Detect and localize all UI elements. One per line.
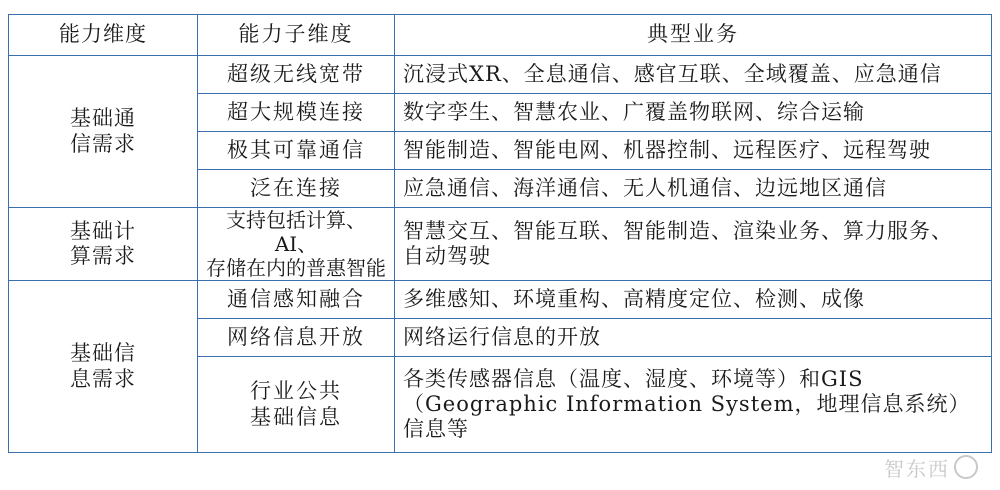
sub-dimension-line1: 支持包括计算、AI、 [226, 208, 366, 256]
dimension-label-line2: 息需求 [70, 366, 136, 391]
business-cell [395, 357, 992, 453]
sub-dimension-line2: 基础信息 [250, 404, 342, 429]
dimension-label-line1: 基础通 [70, 106, 136, 131]
sub-dimension-cell: 网络信息开放 [198, 319, 395, 357]
business-cell: 网络运行信息的开放 [395, 319, 992, 357]
dimension-label-line2: 算需求 [70, 244, 136, 268]
table-container [8, 14, 992, 453]
dimension-cell-communication [9, 56, 198, 208]
header-row [9, 15, 992, 56]
business-cell: 智能制造、智能电网、机器控制、远程医疗、远程驾驶 [395, 132, 992, 170]
sub-dimension-cell: 极其可靠通信 [198, 132, 395, 170]
watermark-text: 智东西 [884, 457, 950, 481]
capability-table [8, 14, 992, 453]
business-cell [395, 208, 992, 281]
business-cell: 数字孪生、智慧农业、广覆盖物联网、综合运输 [395, 94, 992, 132]
business-line1: 各类传感器信息（温度、湿度、环境等）和GIS [403, 366, 864, 391]
dimension-cell-information [9, 281, 198, 453]
sub-dimension-cell: 通信感知融合 [198, 281, 395, 319]
sub-dimension-cell: 超大规模连接 [198, 94, 395, 132]
dimension-cell-computing [9, 208, 198, 281]
business-cell: 沉浸式XR、全息通信、感官互联、全域覆盖、应急通信 [395, 56, 992, 94]
header-sub-dimension: 能力子维度 [198, 15, 395, 56]
business-line3: 信息等 [403, 417, 469, 442]
business-line2: （Geographic Information System，地理信息系统） [403, 391, 971, 416]
watermark-logo [884, 453, 978, 482]
table-row [9, 208, 992, 281]
business-cell: 应急通信、海洋通信、无人机通信、边远地区通信 [395, 170, 992, 208]
watermark-icon [954, 455, 978, 479]
business-line2: 自动驾驶 [403, 244, 491, 268]
header-dimension: 能力维度 [9, 15, 198, 56]
sub-dimension-cell [198, 357, 395, 453]
sub-dimension-cell [198, 208, 395, 281]
sub-dimension-line2: 存储在内的普惠智能 [206, 256, 386, 280]
header-business: 典型业务 [395, 15, 992, 56]
table-row [9, 281, 992, 319]
business-cell: 多维感知、环境重构、高精度定位、检测、成像 [395, 281, 992, 319]
dimension-label-line2: 信需求 [70, 131, 136, 156]
sub-dimension-line1: 行业公共 [250, 379, 342, 404]
table-row [9, 56, 992, 94]
sub-dimension-cell: 泛在连接 [198, 170, 395, 208]
dimension-label-line1: 基础计 [70, 218, 136, 243]
business-line1: 智慧交互、智能互联、智能制造、渲染业务、算力服务、 [403, 218, 953, 243]
sub-dimension-cell: 超级无线宽带 [198, 56, 395, 94]
dimension-label-line1: 基础信 [70, 341, 136, 366]
